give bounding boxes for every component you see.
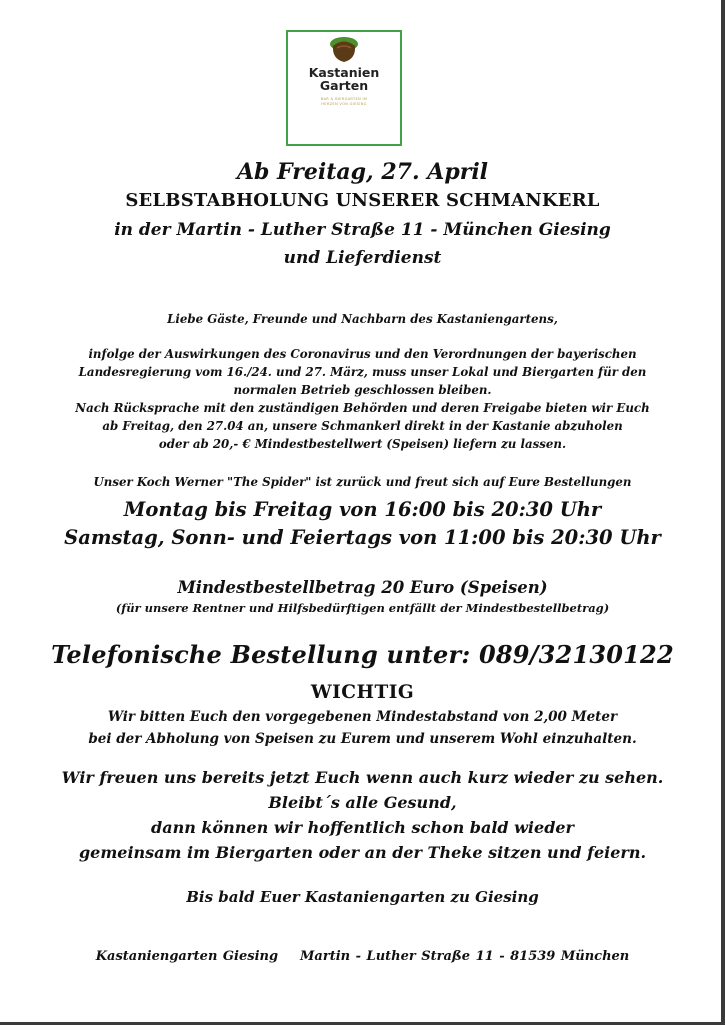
kastanien-garten-logo — [286, 30, 402, 146]
minimum-order-note: (für unsere Rentner und Hilfsbedürftigen entfällt der Mindestbestellbetrag) — [115, 601, 610, 615]
letter-line: Landesregierung vom 16./24. und 27. März, muss unser Lokal und Biergarten für den — [78, 365, 647, 379]
important-heading: WICHTIG — [310, 682, 415, 703]
logo-tagline-line2: HERZEN VON GIESING — [321, 101, 367, 106]
farewell-line2: Bleibt´s alle Gesund, — [268, 793, 457, 812]
logo-name-line1: Kastanien — [308, 65, 380, 80]
letter-line: oder ab 20,- € Mindestbestellwert (Speisen) liefern zu lassen. — [158, 437, 567, 451]
headline-title: SELBSTABHOLUNG UNSERER SCHMANKERL — [125, 190, 600, 211]
farewell-signature: Bis bald Euer Kastaniengarten zu Giesing — [186, 888, 539, 906]
phone-order-line: Telefonische Bestellung unter: 089/32130122 — [51, 640, 674, 669]
headline-delivery: und Lieferdienst — [283, 248, 442, 268]
letter-line: infolge der Auswirkungen des Coronavirus und den Verordnungen der bayerischen — [88, 347, 637, 361]
footer — [0, 947, 725, 967]
important-line2: bei der Abholung von Speisen zu Eurem und unserem Wohl einzuhalten. — [88, 731, 637, 747]
headline-date: Ab Freitag, 27. April — [236, 159, 489, 185]
footer-address: Martin - Luther Straße 11 - 81539 München — [300, 949, 630, 964]
important-line1: Wir bitten Euch den vorgegebenen Mindestabstand von 2,00 Meter — [107, 709, 618, 725]
farewell-line4: gemeinsam im Biergarten oder an der Theke sitzen und feiern. — [78, 843, 647, 862]
hours-weekdays: Montag bis Freitag von 16:00 bis 20:30 Uhr — [123, 498, 602, 521]
farewell-line3: dann können wir hoffentlich schon bald wieder — [151, 818, 574, 837]
minimum-order-amount: Mindestbestellbetrag 20 Euro (Speisen) — [177, 578, 548, 597]
logo-tagline-line1: BAR & BIERGARTEN IM — [320, 97, 368, 101]
logo-name-line2: Garten — [319, 78, 369, 93]
hours-weekend: Samstag, Sonn- und Feiertags von 11:00 bis 20:30 Uhr — [64, 526, 661, 549]
headline-address: in der Martin - Luther Straße 11 - München Giesing — [114, 220, 611, 240]
letter-line: ab Freitag, den 27.04 an, unsere Schmankerl direkt in der Kastanie abzuholen — [102, 419, 623, 433]
farewell-line1: Wir freuen uns bereits jetzt Euch wenn auch kurz wieder zu sehen. — [61, 768, 664, 787]
footer-name: Kastaniengarten Giesing — [95, 949, 279, 964]
letter-line: normalen Betrieb geschlossen bleiben. — [233, 383, 492, 397]
chef-announcement: Unser Koch Werner "The Spider" ist zurück und freut sich auf Eure Bestellungen — [93, 475, 632, 489]
letter-greeting: Liebe Gäste, Freunde und Nachbarn des Kastaniengartens, — [167, 312, 558, 326]
letter-line: Nach Rücksprache mit den zuständigen Behörden und deren Freigabe bieten wir Euch — [75, 401, 650, 415]
chestnut-icon — [329, 35, 359, 63]
